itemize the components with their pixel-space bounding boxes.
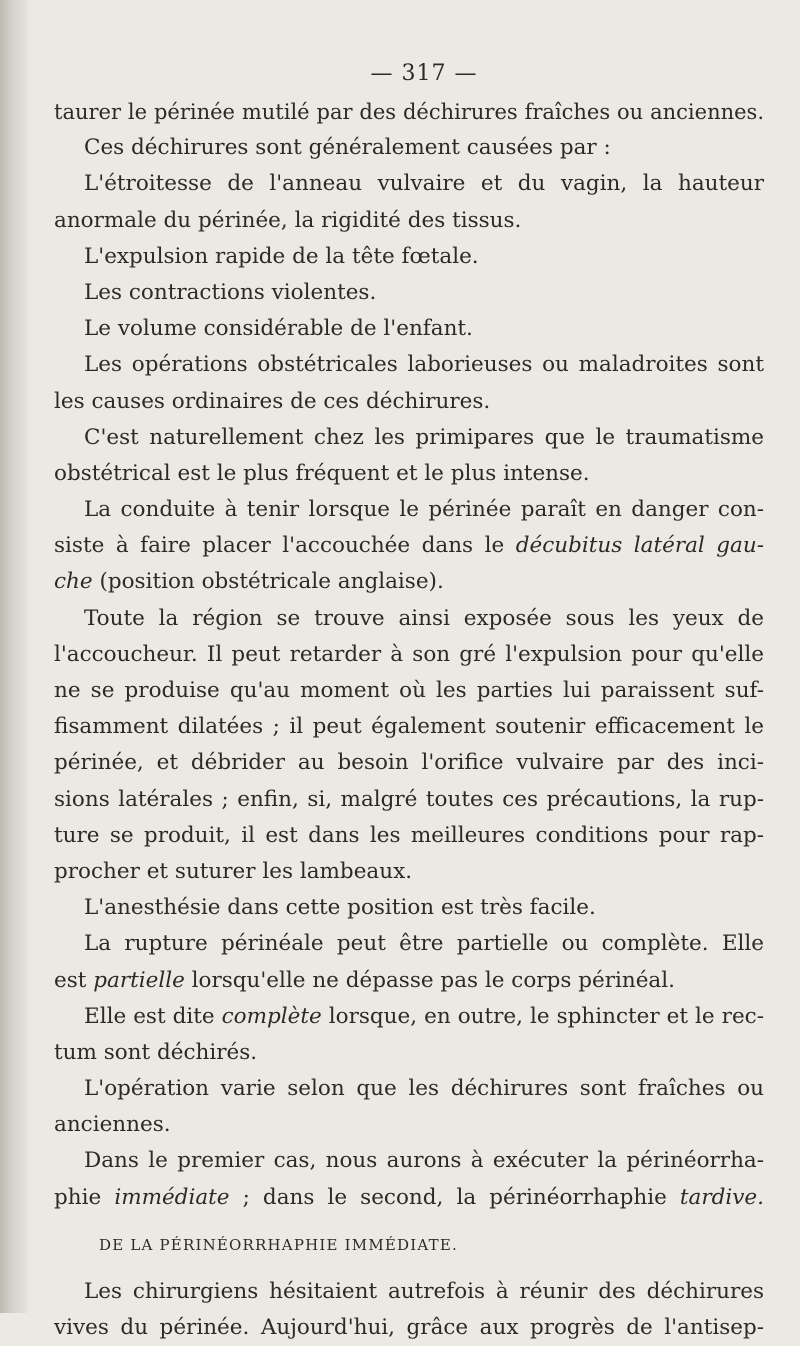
- text-line: obstétrical est le plus fréquent et le plus intense.: [54, 460, 590, 486]
- book-gutter-shadow: [0, 0, 28, 1313]
- paragraph-block-d: [54, 1274, 764, 1346]
- book-page: [54, 0, 764, 1346]
- text-line: L'étroitesse de l'anneau vulvaire et du vagin, la hauteur: [84, 171, 764, 197]
- text-line: procher et suturer les lambeaux.: [54, 858, 413, 884]
- section-heading: DE LA PÉRINÉORRHAPHIE IMMÉDIATE.: [99, 1235, 458, 1254]
- text-line: taurer le périnée mutilé par des déchirures fraîches ou anciennes.: [54, 100, 764, 124]
- text-line: fisamment dilatées ; il peut également soutenir efficacement le: [54, 714, 764, 740]
- paragraph-block-b: [54, 601, 764, 963]
- text-line-13: che (position obstétricale anglaise).: [54, 569, 444, 595]
- text-line: l'accoucheur. Il peut retarder à son gré l'expulsion pour qu'elle: [54, 641, 764, 667]
- text-line: Ces déchirures sont généralement causées par :: [84, 135, 611, 161]
- text-line: Toute la région se trouve ainsi exposée sous les yeux de: [84, 605, 764, 631]
- text-line-25: Elle est dite complète lorsque, en outre, le sphincter et le rec-: [84, 1003, 764, 1029]
- text-line: L'expulsion rapide de la tête fœtale.: [84, 243, 479, 269]
- text-line: Les chirurgiens hésitaient autrefois à réunir des déchirures: [84, 1278, 764, 1304]
- text-line: Dans le premier cas, nous aurons à exécuter la périnéorrha-: [84, 1148, 764, 1174]
- text-line: La rupture périnéale peut être partielle ou complète. Elle: [84, 931, 764, 957]
- text-line: Les opérations obstétricales laborieuses ou maladroites sont: [84, 352, 764, 378]
- text-line: Le volume considérable de l'enfant.: [84, 316, 473, 342]
- paragraph-block-c: [54, 1035, 764, 1180]
- text-line-12: siste à faire placer l'accouchée dans le décubitus latéral gau-: [54, 533, 764, 559]
- page-number: — 317 —: [370, 61, 478, 86]
- text-line: les causes ordinaires de ces déchirures.: [54, 388, 491, 414]
- text-line: anciennes.: [54, 1112, 171, 1138]
- text-line: tum sont déchirés.: [54, 1039, 258, 1065]
- text-line: Les contractions violentes.: [84, 279, 377, 305]
- text-line-30: phie immédiate ; dans le second, la périnéorrhaphie tardive.: [54, 1184, 764, 1210]
- text-line: C'est naturellement chez les primipares que le traumatisme: [84, 424, 764, 450]
- text-line: vives du périnée. Aujourd'hui, grâce aux progrès de l'antisep-: [54, 1315, 764, 1340]
- text-line: sions latérales ; enfin, si, malgré toutes ces précautions, la rup-: [54, 786, 764, 812]
- text-line: La conduite à tenir lorsque le périnée paraît en danger con-: [84, 497, 764, 523]
- text-line: L'opération varie selon que les déchirures sont fraîches ou: [84, 1076, 764, 1102]
- text-line: ne se produise qu'au moment où les parties lui paraissent suf-: [54, 678, 764, 703]
- text-line: L'anesthésie dans cette position est très facile.: [84, 895, 596, 921]
- text-line: ture se produit, il est dans les meilleures conditions pour rap-: [54, 822, 764, 848]
- paragraph-block-a: [54, 94, 764, 528]
- text-line-24: est partielle lorsqu'elle ne dépasse pas le corps périnéal.: [54, 967, 675, 993]
- text-line: périnée, et débrider au besoin l'orifice vulvaire par des inci-: [54, 750, 764, 776]
- text-line: anormale du périnée, la rigidité des tissus.: [54, 207, 522, 233]
